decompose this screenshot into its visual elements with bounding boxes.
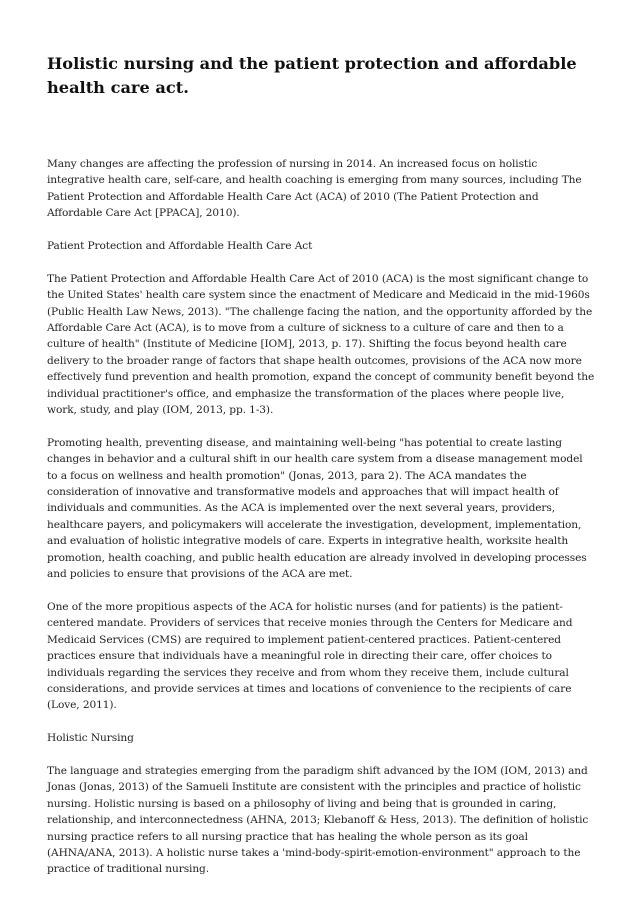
document-page (47, 0, 595, 894)
section-heading-ppaca: Patient Protection and Affordable Health Care Act (47, 240, 313, 253)
document-body (47, 156, 595, 878)
title-spacer (47, 100, 595, 156)
paragraph-aca-overview: The Patient Protection and Affordable Health Care Act of 2010 (ACA) is the most significant change to the United States' health care system since the enactment of Medicare and Medicaid in the mid-1960s (Public Health Law News, 2013). "The challenge facing the nation, and the opportunity afforded by the Affordable Care Act (ACA), is to move from a culture of sickness to a culture of care and then to a culture of health" (Institute of Medicine [IOM], 2013, p. 17). Shifting the focus beyond health care delivery to the broader range of factors that shape health outcomes, provisions of the ACA now more effectively fund prevention and health promotion, expand the concept of community benefit beyond the individual practitioner's office, and emphasize the transformation of the places where people live, work, study, and play (IOM, 2013, pp. 1-3). (47, 272, 595, 417)
section-heading-holistic-nursing: Holistic Nursing (47, 732, 134, 745)
paragraph-intro: Many changes are affecting the profession of nursing in 2014. An increased focus on holistic integrative health care, self-care, and health coaching is emerging from many sources, including The Patient Protection and Affordable Health Care Act (ACA) of 2010 (The Patient Protection and Affordable Care Act [PPACA], 2010). (47, 158, 582, 220)
paragraph-patient-centered: One of the more propitious aspects of the ACA for holistic nurses (and for patients) is the patient-centered mandate. Providers of services that receive monies through the Centers for Medicare and Medicaid Services (CMS) are required to implement patient-centered practices. Patient-centered practices ensure that individuals have a meaningful role in directing their care, offer choices to individuals regarding the services they receive and from whom they receive them, include cultural considerations, and provide services at times and locations of convenience to the recipients of care (Love, 2011). (47, 600, 573, 712)
paragraph-health-promotion: Promoting health, preventing disease, and maintaining well-being "has potential to create lasting changes in behavior and a cultural shift in our health care system from a disease management model to a focus on wellness and health promotion" (Jonas, 2013, para 2). The ACA mandates the consideration of innovative and transformative models and approaches that will impact health of individuals and communities. As the ACA is implemented over the next several years, providers, healthcare payers, and policymakers will accelerate the investigation, development, implementation, and evaluation of holistic integrative models of care. Experts in integrative health, worksite health promotion, health coaching, and public health education are already involved in developing processes and policies to ensure that provisions of the ACA are met. (47, 436, 587, 581)
document-title: Holistic nursing and the patient protection and affordable health care act. (47, 54, 577, 97)
paragraph-holistic-nursing: The language and strategies emerging from the paradigm shift advanced by the IOM (IOM, 2013) and Jonas (Jonas, 2013) of the Samueli Institute are consistent with the principles and practice of holistic nursing. Holistic nursing is based on a philosophy of living and being that is grounded in caring, relationship, and interconnectedness (AHNA, 2013; Klebanoff & Hess, 2013). The definition of holistic nursing practice refers to all nursing practice that has healing the whole person as its goal (AHNA/ANA, 2013). A holistic nurse takes a 'mind-body-spirit-emotion-environment" approach to the practice of traditional nursing. (47, 764, 589, 876)
